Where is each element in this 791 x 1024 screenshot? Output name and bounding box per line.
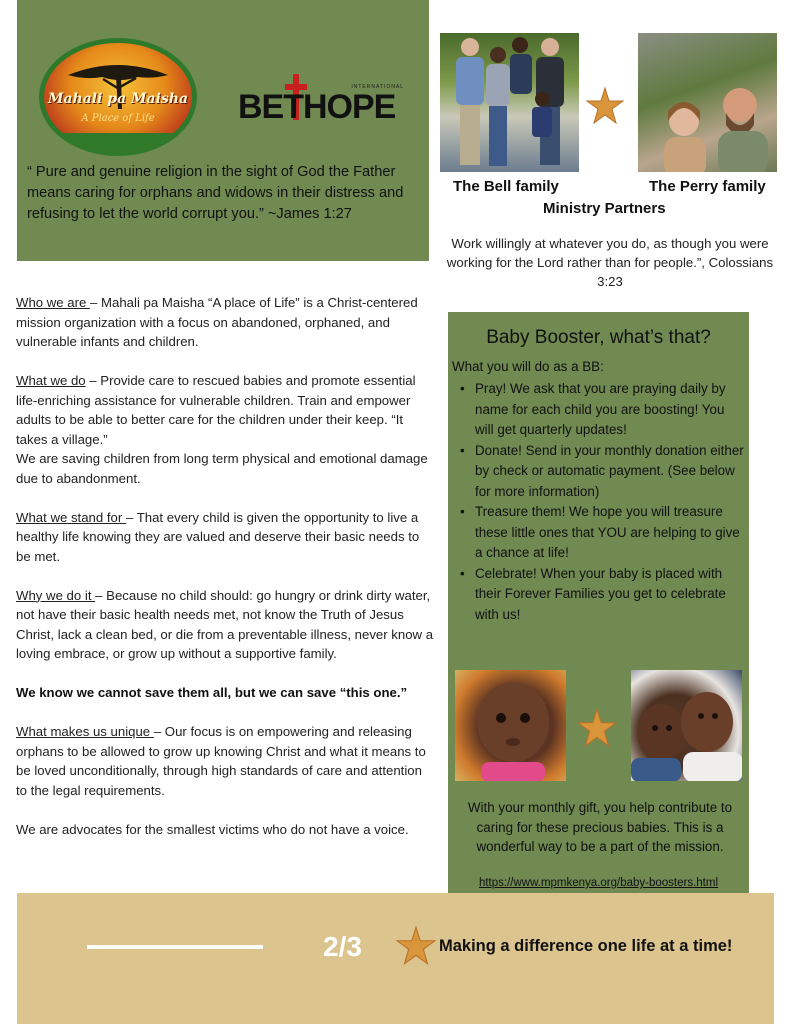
baby-photo-1	[455, 670, 566, 781]
perry-family-caption: The Perry family	[649, 178, 766, 195]
what-makes-us-unique-section	[16, 722, 434, 800]
logo-title: Mahali pa Maisha	[47, 91, 189, 107]
what-we-do-text: – Provide care to rescued babies and promote essential life-enriching assistance for vulnerable children. Train and empower adults to be able to better care for the children under their keep. “It takes a village.”	[16, 373, 416, 447]
starfish-icon	[576, 707, 618, 749]
header-panel	[17, 0, 429, 261]
baby-booster-list	[458, 379, 744, 625]
save-this-one-statement: We know we cannot save them all, but we can save “this one.”	[16, 685, 408, 700]
list-item: • Donate! Send in your monthly donation either by check or automatic payment. (See below for more information)	[458, 441, 744, 503]
perry-family-photo	[638, 33, 777, 172]
footer-divider-line	[87, 945, 263, 949]
baby-booster-intro: What you will do as a BB:	[452, 359, 604, 374]
baby-face-1	[455, 670, 566, 781]
baby-booster-title: Baby Booster, what’s that?	[486, 327, 711, 348]
list-item: • Treasure them! We hope you will treasure these little ones that YOU are helping to give a chance at life!	[458, 502, 744, 564]
colossians-verse: Work willingly at whatever you do, as though you were working for the Lord rather than for people.”, Colossians 3:23	[446, 236, 774, 289]
scripture-quote: “ Pure and genuine religion in the sight of God the Father means caring for orphans and widows in their distress and refusing to let the world corrupt you.” ~James 1:27	[27, 164, 404, 222]
what-we-do-section	[16, 371, 434, 449]
what-makes-us-unique-text: – Our focus is on empowering and releasing orphans to be allowed to grow up knowing Christ and what it means to be loved unconditionally, through high standards of care and attention to the legal requirements.	[16, 724, 426, 798]
what-we-stand-for-text: – That every child is given the opportunity to live a healthy life knowing they are valued and deserve their basic needs to be met.	[16, 509, 420, 564]
monthly-gift-text: With your monthly gift, you help contribute to caring for these precious babies. This is a wonderful way to be a part of the mission.	[467, 800, 733, 854]
starfish-icon	[585, 86, 625, 126]
baby-face-2	[631, 670, 742, 781]
why-we-do-it-text: – Because no child should: go hungry or drink dirty water, not have their basic health needs met, not know the Truth of Jesus Christ, lack a clean bed, or die from a preventable illness, never know a loving embrace, or grow up without a supportive family.	[16, 587, 434, 661]
what-we-stand-for-section	[16, 508, 434, 567]
advocates-statement: We are advocates for the smallest victims who do not have a voice.	[16, 821, 409, 837]
mission-body-text	[16, 293, 434, 859]
footer-band	[17, 893, 774, 1024]
what-we-do-heading: What we do	[16, 373, 86, 388]
perry-family-figures	[638, 33, 777, 172]
what-we-stand-for-heading: What we stand for	[16, 509, 126, 525]
mahali-pa-maisha-logo	[39, 38, 197, 156]
who-we-are-section	[16, 293, 434, 352]
bell-family-figures	[440, 33, 579, 172]
bethope-wordmark: BETHOPE	[238, 88, 396, 126]
bethope-intl-label: INTERNATIONAL	[351, 84, 404, 90]
bell-family-photo	[440, 33, 579, 172]
who-we-are-heading: Who we are	[16, 295, 91, 310]
footer-tagline: Making a difference one life at a time!	[439, 937, 733, 955]
list-item: • Celebrate! When your baby is placed with their Forever Families you get to celebrate with us!	[458, 564, 744, 626]
baby-photo-2	[631, 670, 742, 781]
baby-booster-panel	[448, 312, 749, 916]
why-we-do-it-section	[16, 586, 434, 664]
bell-family-caption: The Bell family	[453, 178, 559, 195]
bethope-logo	[238, 74, 408, 124]
logo-subtitle: A Place of Life	[81, 113, 155, 124]
why-we-do-it-heading: Why we do it	[16, 587, 96, 603]
page-number: 2/3	[323, 931, 362, 962]
who-we-are-text: – Mahali pa Maisha “A place of Life” is a Christ-centered mission organization with a focus on abandoned, orphaned, and vulnerable infants and children.	[16, 295, 418, 349]
baby-boosters-link[interactable]: https://www.mpmkenya.org/baby-boosters.html	[478, 877, 719, 889]
ministry-partners-caption: Ministry Partners	[543, 200, 666, 217]
logo-band	[44, 133, 192, 151]
starfish-icon	[395, 925, 437, 967]
what-we-do-text-2: We are saving children from long term physical and emotional damage due to abandonment.	[16, 451, 428, 486]
what-makes-us-unique-heading: What makes us unique	[16, 724, 154, 739]
list-item: • Pray! We ask that you are praying daily by name for each child you are boosting! You will get quarterly updates!	[458, 379, 744, 441]
